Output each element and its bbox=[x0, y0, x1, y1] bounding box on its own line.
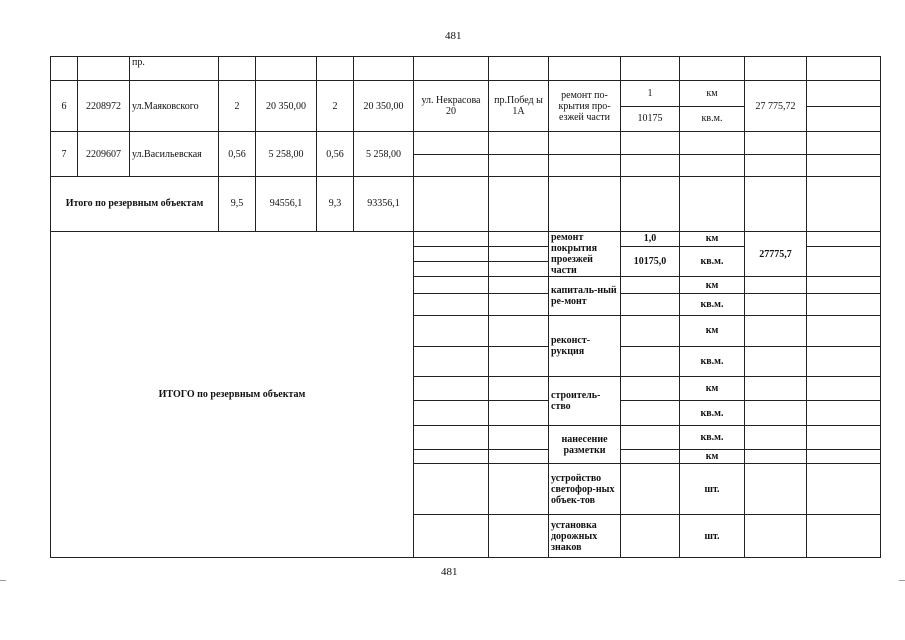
unit-cell: кв.м. bbox=[680, 346, 745, 376]
cell bbox=[78, 57, 130, 81]
cell bbox=[745, 316, 807, 346]
cell bbox=[807, 450, 881, 464]
unit-cell: км bbox=[680, 376, 745, 400]
table-row bbox=[51, 132, 881, 154]
cell bbox=[807, 464, 881, 515]
cell bbox=[414, 262, 489, 277]
cell bbox=[807, 57, 881, 81]
cell bbox=[745, 176, 807, 231]
length-cell: 0,56 bbox=[317, 132, 354, 177]
work-type-cell: ремонт покрытия проезжей части bbox=[549, 231, 621, 277]
area-cell: 5 258,00 bbox=[354, 132, 414, 177]
cell bbox=[745, 515, 807, 558]
length-cell: 2 bbox=[317, 81, 354, 132]
cell bbox=[621, 277, 680, 293]
cell bbox=[414, 277, 489, 293]
cell bbox=[807, 425, 881, 449]
cell bbox=[414, 425, 489, 449]
cell bbox=[807, 277, 881, 293]
table-row bbox=[51, 57, 881, 81]
cell bbox=[807, 346, 881, 376]
unit-cell: кв.м. bbox=[680, 106, 745, 131]
cell bbox=[807, 515, 881, 558]
cell bbox=[621, 464, 680, 515]
unit-cell: кв.м. bbox=[680, 401, 745, 425]
work-type-cell: устройство светофор-ных объек-тов bbox=[549, 464, 621, 515]
cell bbox=[621, 401, 680, 425]
area-cell: 20 350,00 bbox=[256, 81, 317, 132]
cell bbox=[414, 376, 489, 400]
cell bbox=[489, 346, 549, 376]
cell bbox=[414, 293, 489, 315]
cell bbox=[745, 425, 807, 449]
cell bbox=[414, 154, 489, 176]
qty-cell: 1,0 bbox=[621, 231, 680, 246]
unit-cell: кв.м. bbox=[680, 246, 745, 276]
from-cell: ул. Некрасова 20 bbox=[414, 81, 489, 132]
cell bbox=[621, 293, 680, 315]
cell bbox=[414, 464, 489, 515]
cell bbox=[745, 346, 807, 376]
page-number-bottom: 481 bbox=[441, 566, 458, 578]
cell bbox=[680, 57, 745, 81]
cell bbox=[745, 293, 807, 315]
cell bbox=[807, 401, 881, 425]
cell bbox=[807, 231, 881, 246]
length-cell: 0,56 bbox=[219, 132, 256, 177]
cell bbox=[621, 450, 680, 464]
cell bbox=[414, 231, 489, 246]
cell bbox=[414, 515, 489, 558]
cell bbox=[489, 293, 549, 315]
cell bbox=[807, 132, 881, 154]
cell bbox=[807, 376, 881, 400]
cell bbox=[414, 316, 489, 346]
cell bbox=[549, 154, 621, 176]
cell bbox=[414, 57, 489, 81]
cell bbox=[745, 277, 807, 293]
scan-edge-mark bbox=[0, 580, 6, 581]
work-type-cell: реконст-рукция bbox=[549, 316, 621, 377]
table-row bbox=[51, 231, 881, 246]
to-cell: пр.Побед ы 1А bbox=[489, 81, 549, 132]
work-type-cell: установка дорожных знаков bbox=[549, 515, 621, 558]
cell bbox=[489, 277, 549, 293]
cell bbox=[489, 57, 549, 81]
qty-cell: 10175 bbox=[621, 106, 680, 131]
cell bbox=[549, 132, 621, 154]
cell bbox=[621, 57, 680, 81]
length-cell: 2 bbox=[219, 81, 256, 132]
cell bbox=[807, 81, 881, 106]
cell bbox=[256, 57, 317, 81]
length-cell: 9,3 bbox=[317, 176, 354, 231]
cell bbox=[489, 401, 549, 425]
cell bbox=[414, 450, 489, 464]
cell bbox=[807, 106, 881, 131]
qty-cell: 10175,0 bbox=[621, 246, 680, 276]
cell bbox=[489, 515, 549, 558]
street-cell: пр. bbox=[130, 57, 219, 81]
cell bbox=[489, 376, 549, 400]
area-cell: 93356,1 bbox=[354, 176, 414, 231]
subtotal-label: Итого по резервным объектам bbox=[51, 176, 219, 231]
cell bbox=[414, 132, 489, 154]
qty-cell: 1 bbox=[621, 81, 680, 106]
cell bbox=[414, 176, 489, 231]
length-cell: 9,5 bbox=[219, 176, 256, 231]
unit-cell: км bbox=[680, 450, 745, 464]
cell bbox=[489, 154, 549, 176]
cell bbox=[807, 176, 881, 231]
cell bbox=[680, 132, 745, 154]
cell bbox=[489, 425, 549, 449]
table-row bbox=[51, 81, 881, 106]
cell bbox=[807, 246, 881, 276]
street-cell: ул.Васильевская bbox=[130, 132, 219, 177]
cell bbox=[745, 464, 807, 515]
cell bbox=[621, 176, 680, 231]
cell bbox=[807, 154, 881, 176]
total-label: ИТОГО по резервным объектам bbox=[51, 231, 414, 557]
cell bbox=[489, 132, 549, 154]
road-works-table bbox=[50, 56, 881, 558]
cell bbox=[414, 346, 489, 376]
area-cell: 5 258,00 bbox=[256, 132, 317, 177]
cell bbox=[745, 450, 807, 464]
cell bbox=[680, 176, 745, 231]
cell bbox=[414, 401, 489, 425]
cell bbox=[354, 57, 414, 81]
cell bbox=[807, 293, 881, 315]
work-type-cell: капиталь-ный ре-монт bbox=[549, 277, 621, 316]
road-code: 2208972 bbox=[78, 81, 130, 132]
unit-cell: кв.м. bbox=[680, 425, 745, 449]
cell bbox=[414, 246, 489, 261]
cell bbox=[621, 515, 680, 558]
cell bbox=[745, 154, 807, 176]
area-cell: 20 350,00 bbox=[354, 81, 414, 132]
cell bbox=[489, 464, 549, 515]
cell bbox=[680, 154, 745, 176]
cell bbox=[621, 376, 680, 400]
cost-cell: 27775,7 bbox=[745, 231, 807, 277]
cell bbox=[489, 246, 549, 261]
cell bbox=[549, 176, 621, 231]
unit-cell: км bbox=[680, 277, 745, 293]
work-type-cell: строитель-ство bbox=[549, 376, 621, 425]
cost-cell: 27 775,72 bbox=[745, 81, 807, 132]
cell bbox=[745, 132, 807, 154]
cell bbox=[621, 154, 680, 176]
cell bbox=[621, 316, 680, 346]
area-cell: 94556,1 bbox=[256, 176, 317, 231]
cell bbox=[745, 376, 807, 400]
cell bbox=[489, 262, 549, 277]
cell bbox=[219, 57, 256, 81]
unit-cell: шт. bbox=[680, 515, 745, 558]
unit-cell: кв.м. bbox=[680, 293, 745, 315]
row-number: 6 bbox=[51, 81, 78, 132]
cell bbox=[621, 132, 680, 154]
unit-cell: км bbox=[680, 81, 745, 106]
road-code: 2209607 bbox=[78, 132, 130, 177]
unit-cell: км bbox=[680, 316, 745, 346]
cell bbox=[51, 57, 78, 81]
work-type-cell: нанесение разметки bbox=[549, 425, 621, 464]
page-number-top: 481 bbox=[445, 30, 462, 42]
cell bbox=[317, 57, 354, 81]
cell bbox=[489, 450, 549, 464]
scan-edge-mark bbox=[899, 580, 905, 581]
work-type-cell: ремонт по-крытия про-езжей части bbox=[549, 81, 621, 132]
cell bbox=[745, 57, 807, 81]
cell bbox=[745, 401, 807, 425]
cell bbox=[549, 57, 621, 81]
street-cell: ул.Маяковского bbox=[130, 81, 219, 132]
cell bbox=[489, 316, 549, 346]
cell bbox=[621, 346, 680, 376]
row-number: 7 bbox=[51, 132, 78, 177]
unit-cell: шт. bbox=[680, 464, 745, 515]
cell bbox=[807, 316, 881, 346]
cell bbox=[489, 176, 549, 231]
cell bbox=[621, 425, 680, 449]
subtotal-row bbox=[51, 176, 881, 231]
unit-cell: км bbox=[680, 231, 745, 246]
cell bbox=[489, 231, 549, 246]
